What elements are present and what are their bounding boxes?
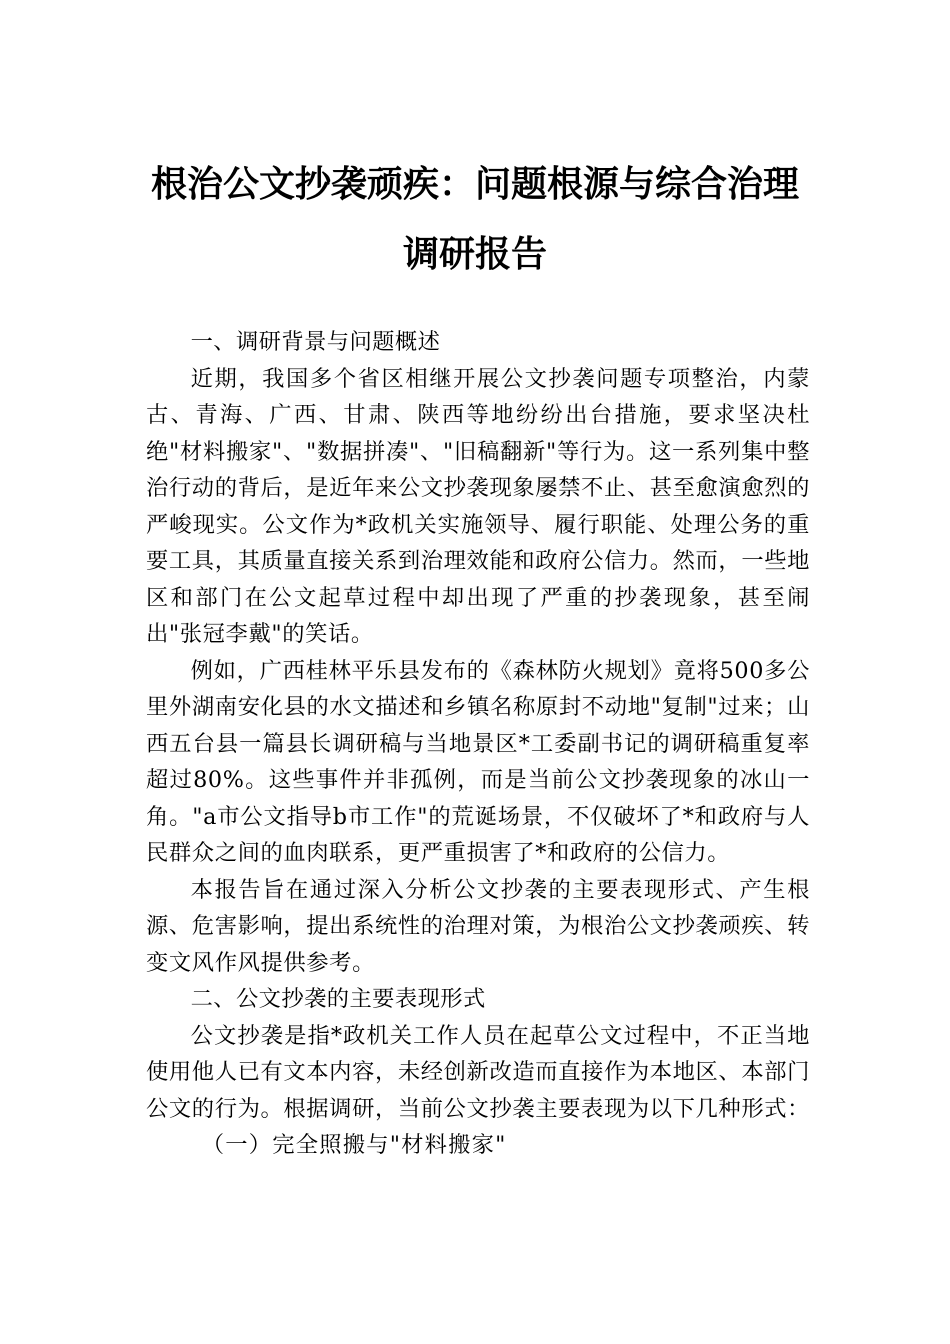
document-body — [146, 324, 810, 1164]
section-1-paragraph-3: 本报告旨在通过深入分析公文抄袭的主要表现形式、产生根源、危害影响，提出系统性的治理对策，为根治公文抄袭顽疾、转变文风作风提供参考。 — [146, 876, 811, 976]
document-title-line-2: 调研报告 — [402, 233, 547, 275]
section-1-paragraph-2: 例如，广西桂林平乐县发布的《森林防火规划》竟将500多公里外湖南安化县的水文描述和乡镇名称原封不动地"复制"过来；山西五台县一篇县长调研稿与当地景区*工委副书记的调研稿重复率超过80%。这些事件并非孤例，而是当前公文抄袭现象的冰山一角。"a市公文指导b市工作"的荒诞场景，不仅破坏了*和政府与人民群众之间的血肉联系，更严重损害了*和政府的公信力。 — [146, 657, 810, 866]
section-2-heading: 二、公文抄袭的主要表现形式 — [190, 986, 486, 1012]
document-title-line-1: 根治公文抄袭顽疾：问题根源与综合治理 — [150, 163, 799, 205]
section-2-paragraph-1: 公文抄袭是指*政机关工作人员在起草公文过程中，不正当地使用他人已有文本内容，未经创新改造而直接作为本地区、本部门公文的行为。根据调研，当前公文抄袭主要表现为以下几种形式： — [146, 1022, 811, 1122]
section-1-paragraph-1: 近期，我国多个省区相继开展公文抄袭问题专项整治，内蒙古、青海、广西、甘肃、陕西等地纷纷出台措施，要求坚决杜绝"材料搬家"、"数据拼凑"、"旧稿翻新"等行为。这一系列集中整治行动的背后，是近年来公文抄袭现象屡禁不止、甚至愈演愈烈的严峻现实。公文作为*政机关实施领导、履行职能、处理公务的重要工具，其质量直接关系到治理效能和政府公信力。然而，一些地区和部门在公文起草过程中却出现了严重的抄袭现象，甚至闹出"张冠李戴"的笑话。 — [146, 365, 811, 647]
section-2-subheading-1: （一）完全照搬与"材料搬家" — [201, 1132, 507, 1158]
section-1-heading: 一、调研背景与问题概述 — [190, 329, 441, 355]
